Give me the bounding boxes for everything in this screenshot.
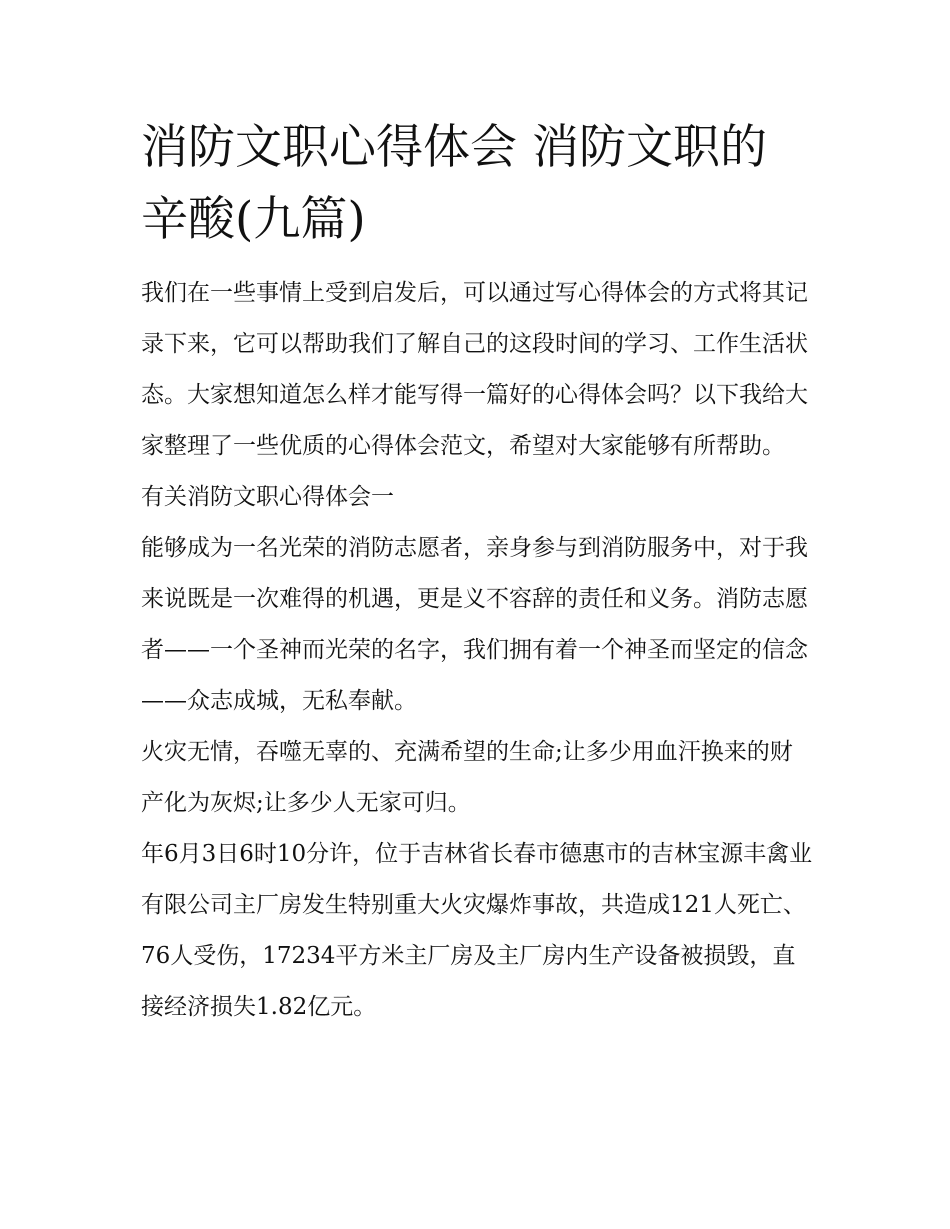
paragraph-intro: 我们在一些事情上受到启发后，可以通过写心得体会的方式将其记录下来，它可以帮助我们了解自己的这段时间的学习、工作生活状态。大家想知道怎么样才能写得一篇好的心得体会吗？以下我给大家整理了一些优质的心得体会范文，希望对大家能够有所帮助。: [141, 280, 808, 459]
document-body: [141, 112, 813, 1033]
section-heading: 有关消防文职心得体会一: [141, 484, 394, 510]
paragraph-incident: 年6月3日6时10分许，位于吉林省长春市德惠市的吉林宝源丰禽业有限公司主厂房发生特别重大火灾爆炸事故，共造成121人死亡、76人受伤，17234平方米主厂房及主厂房内生产设备被损毁，直接经济损失1.82亿元。: [141, 841, 813, 1020]
document-title: 消防文职心得体会 消防文职的辛酸(九篇): [141, 120, 767, 247]
paragraph-fire: 火灾无情，吞噬无辜的、充满希望的生命;让多少用血汗换来的财产化为灰烬;让多少人无家可归。: [141, 739, 793, 816]
paragraph-volunteer: 能够成为一名光荣的消防志愿者，亲身参与到消防服务中，对于我来说既是一次难得的机遇，更是义不容辞的责任和义务。消防志愿者——一个圣神而光荣的名字，我们拥有着一个神圣而坚定的信念——众志成城，无私奉献。: [141, 535, 808, 714]
